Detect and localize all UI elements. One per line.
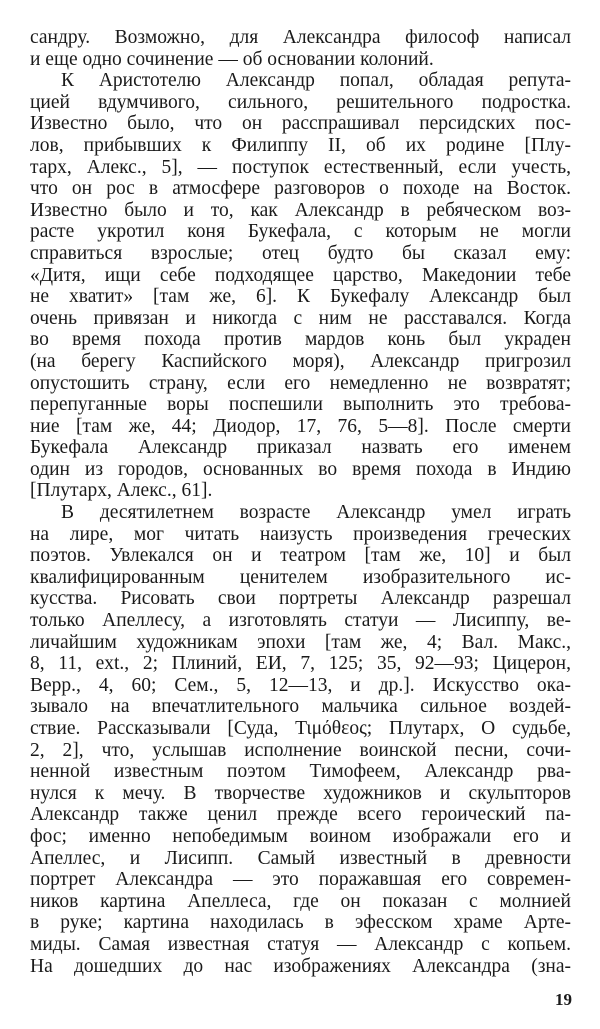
text-line: Букефала Александр приказал назвать его именем <box>30 437 571 459</box>
text-line: Известно было, что он расспрашивал персидских пос- <box>30 113 571 135</box>
text-line: не хватит» [там же, 6]. К Букефалу Александр был <box>30 286 571 308</box>
text-line: зывало на впечатлительного мальчика сильное воздей- <box>30 696 571 718</box>
text-line: опустошить страну, если его немедленно не возвратят; <box>30 372 571 394</box>
text-line: квалифицированным ценителем изобразительного ис- <box>30 566 571 588</box>
text-line: ников картина Апеллеса, где он показан с молнией <box>30 890 571 912</box>
text-line: сандру. Возможно, для Александра философ написал <box>30 27 571 48</box>
text-line: «Дитя, ищи себе подходящее царство, Македонии тебе <box>30 264 571 286</box>
text-line: цией вдумчивого, сильного, решительного подростка. <box>30 91 571 113</box>
text-line: расте укротил коня Букефала, с которым не могли <box>30 221 571 243</box>
text-line: На дошедших до нас изображениях Александра (зна- <box>30 955 571 977</box>
text-line: справиться взрослые; отец будто бы сказал ему: <box>30 242 571 264</box>
text-line: и еще одно сочинение — об основании колоний. <box>30 48 434 70</box>
text-line: фос; именно непобедимым воином изображали его и <box>30 825 571 847</box>
text-line: кусства. Рисовать свои портреты Александр разрешал <box>30 588 571 610</box>
text-line: [Плутарх, Алекс., 61]. <box>30 480 213 502</box>
text-line: 8, 11, ext., 2; Плиний, ЕИ, 7, 125; 35, 92—93; Цицерон, <box>30 653 571 675</box>
text-line: что он рос в атмосфере разговоров о походе на Восток. <box>30 178 571 200</box>
text-line: В десятилетнем возрасте Александр умел играть <box>61 502 571 524</box>
text-line: К Аристотелю Александр попал, обладая репута- <box>61 70 571 92</box>
text-line: Известно было и то, как Александр в ребяческом воз- <box>30 199 571 221</box>
text-line: ствие. Рассказывали [Суда, Τιμόθεος; Плутарх, О судьбе, <box>30 718 571 739</box>
text-line: тарх, Алекс., 5], — поступок естественный, если учесть, <box>30 156 571 178</box>
text-line: (на берегу Каспийского моря), Александр пригрозил <box>30 350 571 372</box>
text-line: ние [там же, 44; Диодор, 17, 76, 5—8]. После смерти <box>30 415 571 437</box>
text-line: 2, 2], что, услышав исполнение воинской песни, сочи- <box>30 739 571 761</box>
text-line: лов, прибывших к Филиппу II, об их родине [Плу- <box>30 134 571 156</box>
text-line: только Апеллесу, а изготовлять статуи — Лисиппу, ве- <box>30 610 571 632</box>
text-line: Верр., 4, 60; Сем., 5, 12—13, и др.]. Искусство ока- <box>30 674 571 696</box>
text-line: поэтов. Увлекался он и театром [там же, 10] и был <box>30 545 571 567</box>
text-line: личайшим художникам эпохи [там же, 4; Вал. Макс., <box>30 631 571 653</box>
text-line: нулся к мечу. В творчестве художников и скульпторов <box>30 782 571 804</box>
text-line: ненной известным поэтом Тимофеем, Александр рва- <box>30 761 571 783</box>
text-line: Александр также ценил прежде всего героический па- <box>30 804 571 826</box>
page-body-text <box>30 27 571 977</box>
text-line: во время похода против мардов конь был украден <box>30 329 571 351</box>
page-number: 19 <box>555 990 572 1009</box>
text-line: очень привязан и никогда с ним не расставался. Когда <box>30 307 571 329</box>
text-line: портрет Александра — это поражавшая его современ- <box>30 869 571 891</box>
text-line: один из городов, основанных во время похода в Индию <box>30 458 571 480</box>
text-line: в руке; картина находилась в эфесском храме Арте- <box>30 912 571 934</box>
text-line: миды. Самая известная статуя — Александр с копьем. <box>30 933 571 955</box>
text-line: Апеллес, и Лисипп. Самый известный в древности <box>30 847 571 869</box>
text-line: перепуганные воры поспешили выполнить это требова- <box>30 394 571 416</box>
text-line: на лире, мог читать наизусть произведения греческих <box>30 523 571 545</box>
